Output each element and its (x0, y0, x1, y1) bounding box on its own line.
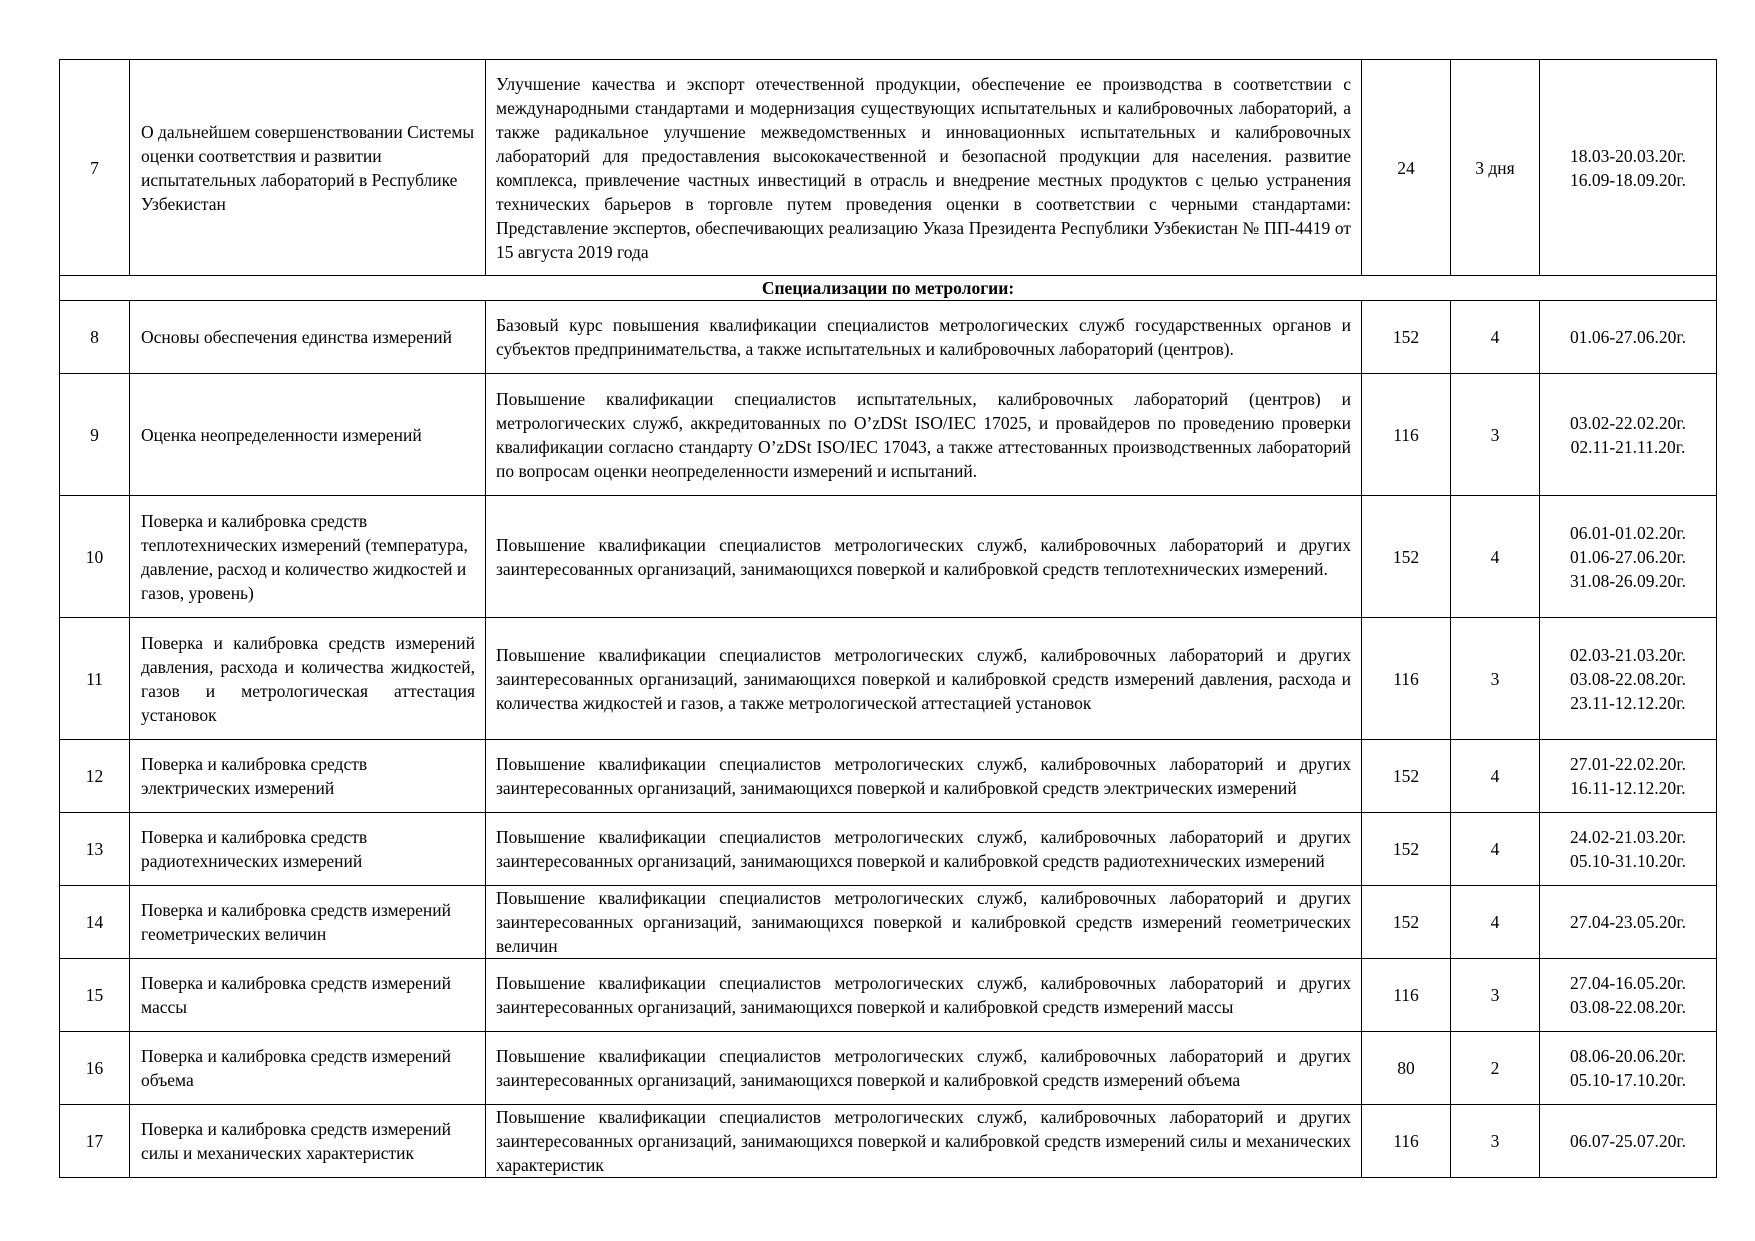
date-range: 16.11-12.12.20г. (1570, 778, 1686, 798)
course-title: Оценка неопределенности измерений (130, 374, 486, 496)
course-dates (1540, 618, 1717, 740)
table-row (60, 886, 1717, 959)
date-range: 05.10-17.10.20г. (1569, 1070, 1687, 1090)
table-row (60, 1032, 1717, 1105)
course-duration: 3 (1451, 374, 1540, 496)
table-row (60, 959, 1717, 1032)
date-range: 03.08-22.08.20г. (1569, 668, 1687, 689)
date-range: 03.08-22.08.20г. (1569, 997, 1687, 1017)
date-range: 06.07-25.07.20г. (1569, 1131, 1687, 1151)
section-title: Специализации по метрологии: (60, 276, 1717, 301)
course-description: Повышение квалификации специалистов метрологических служб, калибровочных лабораторий и других заинтересованных организаций, занимающихся поверкой и калибровкой средств теплотехнических измерений. (486, 496, 1362, 618)
course-duration: 3 (1451, 1105, 1540, 1178)
date-range: 01.06-27.06.20г. (1569, 327, 1687, 347)
course-description: Повышение квалификации специалистов метрологических служб, калибровочных лабораторий и других заинтересованных организаций, занимающихся поверкой и калибровкой средств измерений силы и механических характеристик (486, 1105, 1362, 1178)
course-duration: 3 (1451, 959, 1540, 1032)
row-number: 10 (60, 496, 130, 618)
date-range: 08.06-20.06.20г. (1569, 1046, 1687, 1066)
course-hours: 152 (1362, 813, 1451, 886)
row-number: 17 (60, 1105, 130, 1178)
course-hours: 116 (1362, 959, 1451, 1032)
course-hours: 116 (1362, 1105, 1451, 1178)
date-range: 31.08-26.09.20г. (1569, 570, 1687, 591)
course-dates (1540, 1032, 1717, 1105)
course-dates (1540, 813, 1717, 886)
course-hours: 152 (1362, 301, 1451, 374)
course-title: Поверка и калибровка средств измерений давления, расхода и количества жидкостей, газов и метрологическая аттестация установок (130, 618, 486, 740)
date-range: 05.10-31.10.20г. (1569, 851, 1687, 871)
course-description: Повышение квалификации специалистов метрологических служб, калибровочных лабораторий и других заинтересованных организаций, занимающихся поверкой и калибровкой средств измерений объема (486, 1032, 1362, 1105)
table-row (60, 301, 1717, 374)
course-description: Повышение квалификации специалистов испытательных, калибровочных лабораторий (центров) и метрологических служб, аккредитованных по O’zDSt ISO/IEC 17025, и провайдеров по проведению проверки квалификации согласно стандарту O’zDSt ISO/IEC 17043, а также аттестованных производственных лабораторий по вопросам оценки неопределенности измерений и испытаний. (486, 374, 1362, 496)
course-dates (1540, 959, 1717, 1032)
course-description: Повышение квалификации специалистов метрологических служб, калибровочных лабораторий и других заинтересованных организаций, занимающихся поверкой и калибровкой средств электрических измерений (486, 740, 1362, 813)
course-dates (1540, 1105, 1717, 1178)
course-hours: 116 (1362, 618, 1451, 740)
section-header-row (60, 276, 1717, 301)
date-range: 02.03-21.03.20г. (1569, 644, 1687, 665)
course-title: Основы обеспечения единства измерений (130, 301, 486, 374)
row-number: 8 (60, 301, 130, 374)
course-hours: 80 (1362, 1032, 1451, 1105)
course-description: Повышение квалификации специалистов метрологических служб, калибровочных лабораторий и других заинтересованных организаций, занимающихся поверкой и калибровкой средств измерений давления, расхода и количества жидкостей и газов, а также метрологической аттестацией установок (486, 618, 1362, 740)
course-title: Поверка и калибровка средств радиотехнических измерений (130, 813, 486, 886)
course-title: Поверка и калибровка средств измерений силы и механических характеристик (130, 1105, 486, 1178)
course-description: Повышение квалификации специалистов метрологических служб, калибровочных лабораторий и других заинтересованных организаций, занимающихся поверкой и калибровкой средств измерений массы (486, 959, 1362, 1032)
table-row (60, 740, 1717, 813)
course-hours: 116 (1362, 374, 1451, 496)
table-row (60, 1105, 1717, 1178)
row-number: 9 (60, 374, 130, 496)
date-range: 27.01-22.02.20г. (1569, 754, 1687, 774)
course-duration: 2 (1451, 1032, 1540, 1105)
table-row (60, 374, 1717, 496)
course-title: Поверка и калибровка средств измерений объема (130, 1032, 486, 1105)
course-duration: 3 дня (1451, 60, 1540, 276)
row-number: 13 (60, 813, 130, 886)
date-range: 18.03-20.03.20г. (1569, 145, 1687, 166)
course-dates (1540, 301, 1717, 374)
course-dates (1540, 60, 1717, 276)
training-schedule-table (59, 59, 1717, 1178)
table-row (60, 496, 1717, 618)
course-duration: 4 (1451, 301, 1540, 374)
row-number: 12 (60, 740, 130, 813)
course-hours: 152 (1362, 886, 1451, 959)
date-range: 27.04-16.05.20г. (1569, 973, 1687, 993)
course-hours: 152 (1362, 496, 1451, 618)
course-description: Улучшение качества и экспорт отечественной продукции, обеспечение ее производства в соответствии с международными стандартами и модернизация существующих испытательных и калибровочных лабораторий, а также радикальное улучшение межведомственных и инновационных испытательных и калибровочных лабораторий для предоставления высококачественной и безопасной продукции для населения. развитие комплекса, привлечение частных инвестиций в отрасль и внедрение местных продуктов с целью устранения технических барьеров в торговле путем проведения оценки в соответствии с черными стандартами: Представление экспертов, обеспечивающих реализацию Указа Президента Республики Узбекистан № ПП-4419 от 15 августа 2019 года (486, 60, 1362, 276)
date-range: 02.11-21.11.20г. (1570, 436, 1686, 457)
date-range: 27.04-23.05.20г. (1569, 912, 1687, 932)
table-row (60, 813, 1717, 886)
date-range: 16.09-18.09.20г. (1569, 169, 1687, 190)
course-dates (1540, 374, 1717, 496)
course-dates (1540, 740, 1717, 813)
date-range: 06.01-01.02.20г. (1569, 522, 1687, 543)
table-row (60, 618, 1717, 740)
course-title: Поверка и калибровка средств измерений геометрических величин (130, 886, 486, 959)
course-title: Поверка и калибровка средств электрических измерений (130, 740, 486, 813)
course-dates (1540, 496, 1717, 618)
course-duration: 4 (1451, 740, 1540, 813)
course-title: О дальнейшем совершенствовании Системы оценки соответствия и развитии испытательных лабораторий в Республике Узбекистан (130, 60, 486, 276)
course-duration: 4 (1451, 886, 1540, 959)
date-range: 03.02-22.02.20г. (1569, 412, 1687, 433)
course-duration: 3 (1451, 618, 1540, 740)
course-duration: 4 (1451, 813, 1540, 886)
course-title: Поверка и калибровка средств теплотехнических измерений (температура, давление, расход и количество жидкостей и газов, уровень) (130, 496, 486, 618)
course-description: Повышение квалификации специалистов метрологических служб, калибровочных лабораторий и других заинтересованных организаций, занимающихся поверкой и калибровкой средств измерений геометрических величин (486, 886, 1362, 959)
row-number: 11 (60, 618, 130, 740)
course-hours: 24 (1362, 60, 1451, 276)
row-number: 15 (60, 959, 130, 1032)
date-range: 01.06-27.06.20г. (1569, 546, 1687, 567)
table-row (60, 60, 1717, 276)
row-number: 16 (60, 1032, 130, 1105)
course-title: Поверка и калибровка средств измерений массы (130, 959, 486, 1032)
date-range: 24.02-21.03.20г. (1569, 827, 1687, 847)
row-number: 14 (60, 886, 130, 959)
course-dates (1540, 886, 1717, 959)
course-duration: 4 (1451, 496, 1540, 618)
course-hours: 152 (1362, 740, 1451, 813)
course-description: Базовый курс повышения квалификации специалистов метрологических служб государственных органов и субъектов предпринимательства, а также испытательных и калибровочных лабораторий (центров). (486, 301, 1362, 374)
date-range: 23.11-12.12.20г. (1570, 692, 1686, 713)
row-number: 7 (60, 60, 130, 276)
course-description: Повышение квалификации специалистов метрологических служб, калибровочных лабораторий и других заинтересованных организаций, занимающихся поверкой и калибровкой средств радиотехнических измерений (486, 813, 1362, 886)
